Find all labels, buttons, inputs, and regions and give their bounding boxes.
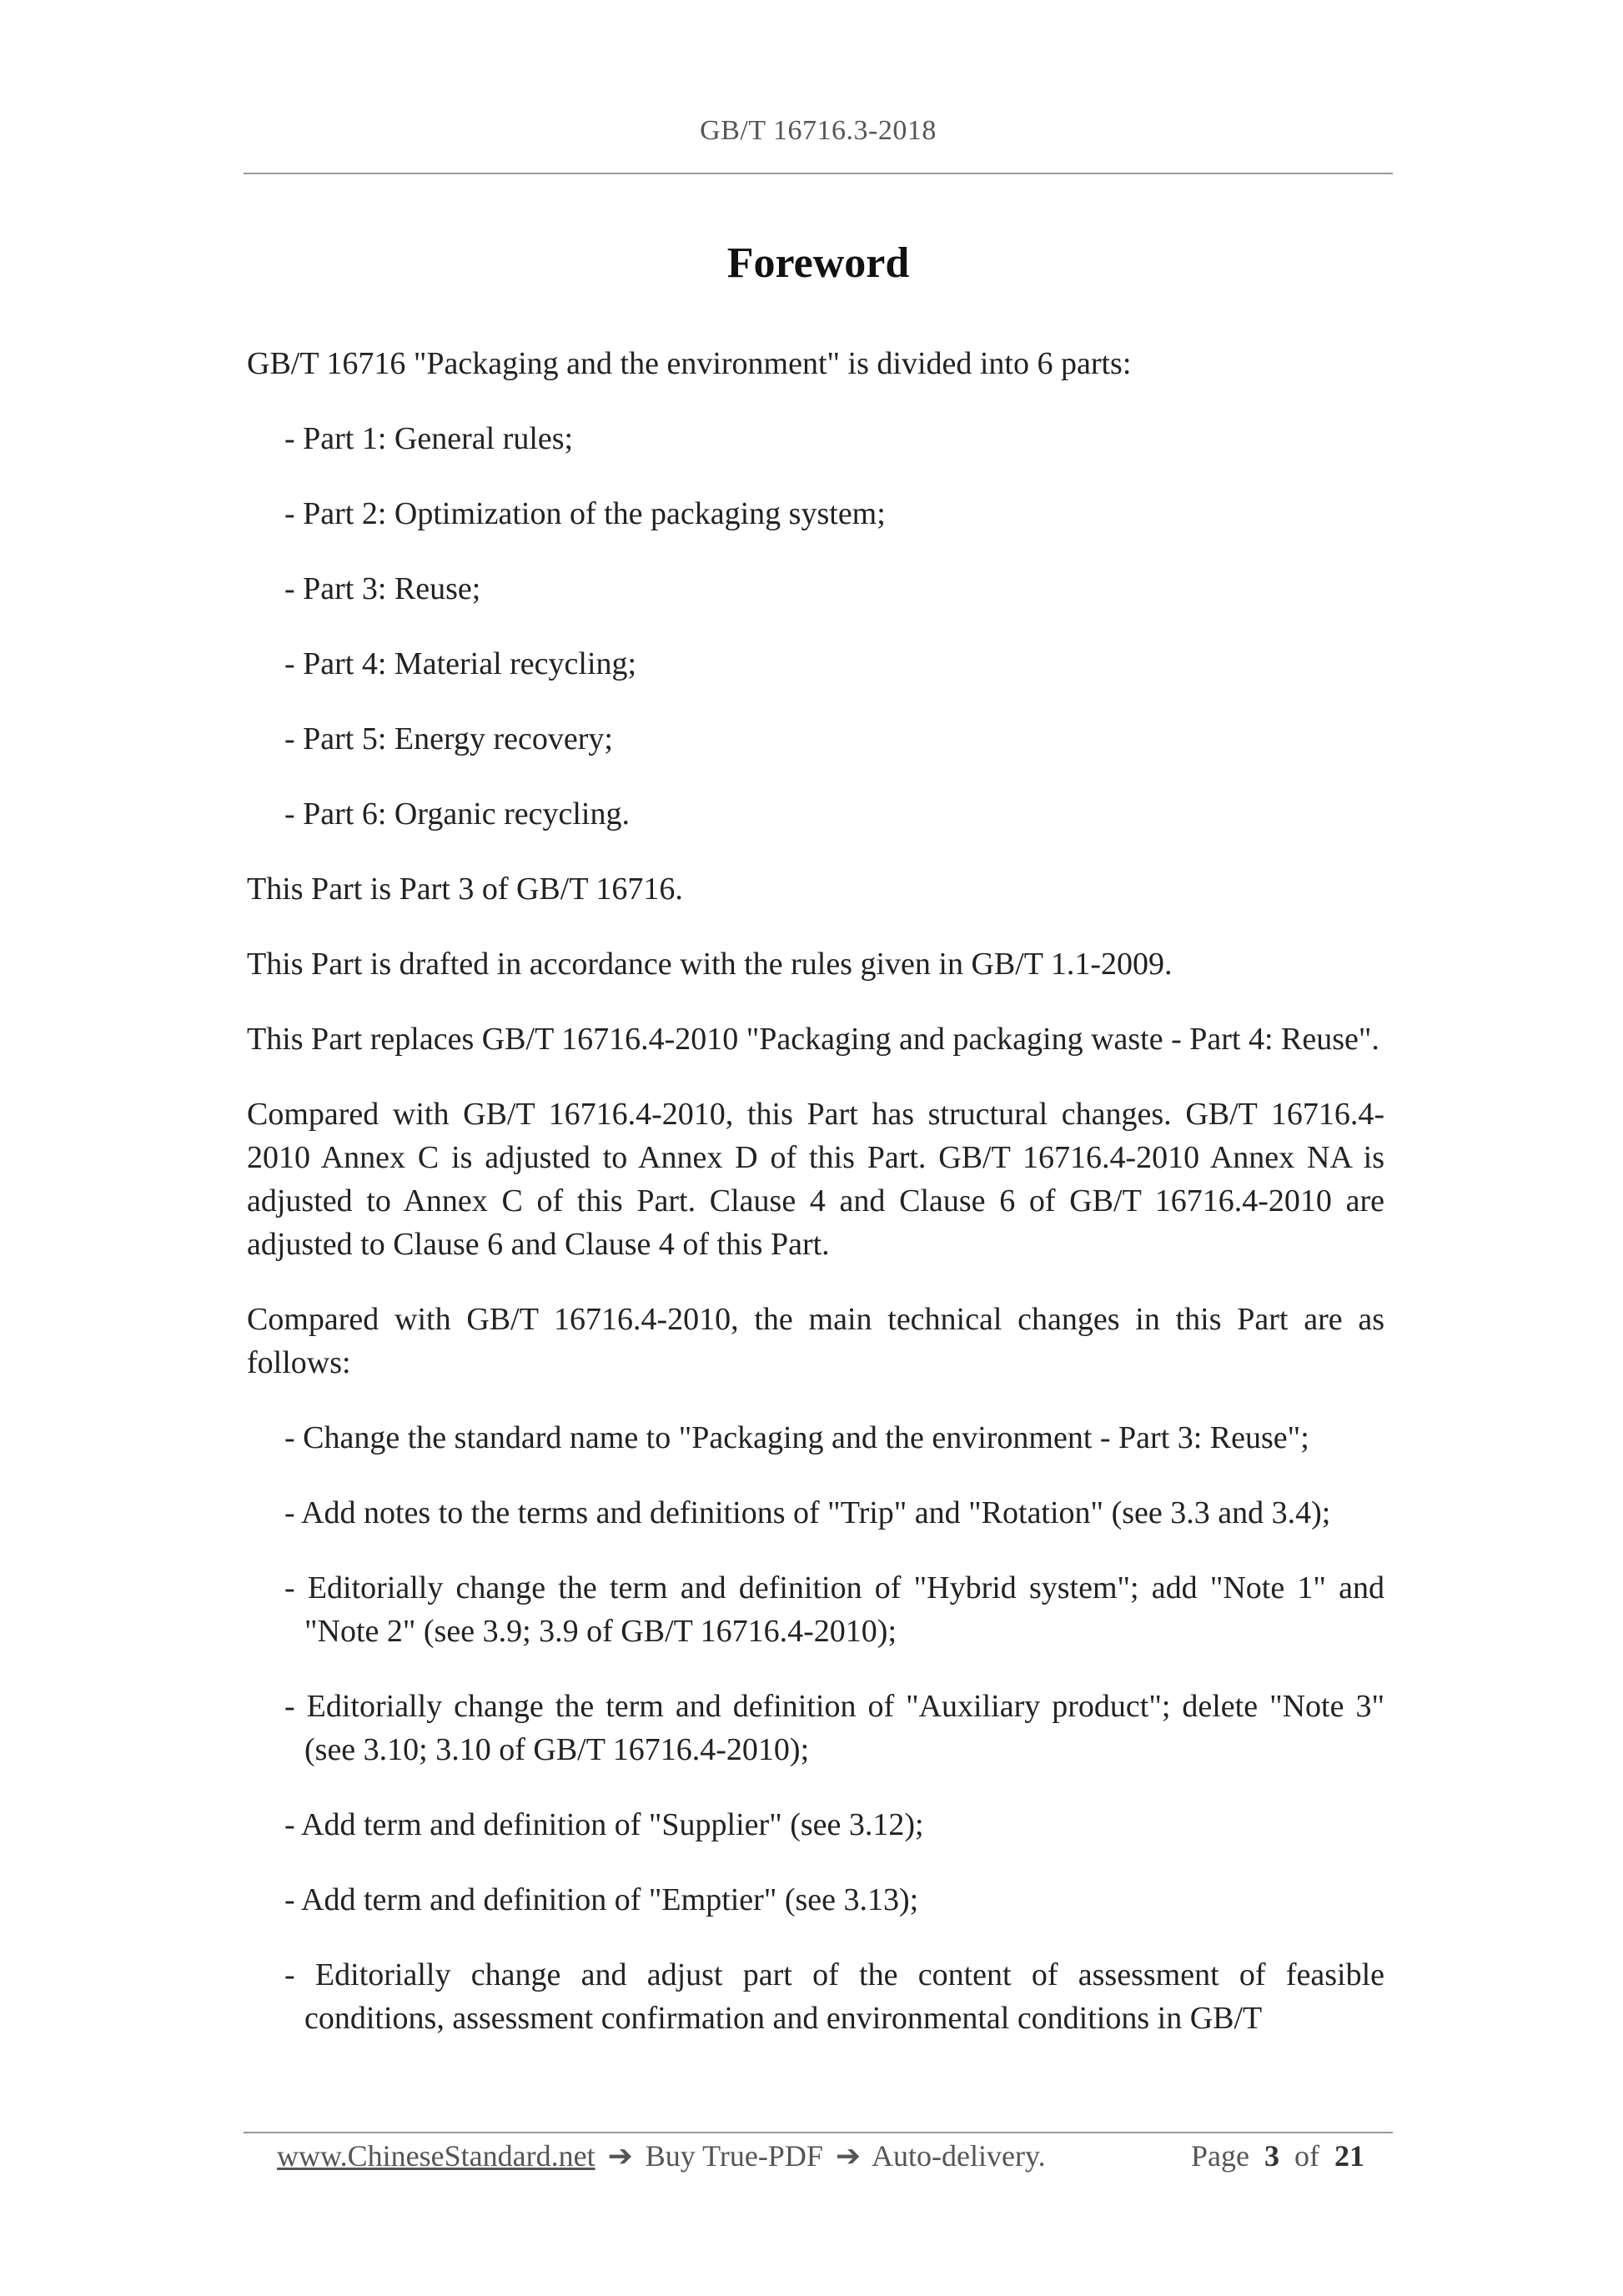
list-item: - Part 2: Optimization of the packaging system; (284, 496, 886, 531)
list-item: - Part 6: Organic recycling. (284, 796, 630, 831)
list-item: - Part 4: Material recycling; (284, 646, 637, 681)
list-item: - Part 5: Energy recovery; (284, 721, 613, 756)
list-item: - Part 3: Reuse; (284, 571, 481, 606)
paragraph: This Part replaces GB/T 16716.4-2010 "Packaging and packaging waste - Part 4: Reuse". (247, 1022, 1379, 1057)
list-item: - Add term and definition of "Supplier" (see 3.12); (284, 1807, 924, 1842)
list-item: - Change the standard name to "Packaging and the environment - Part 3: Reuse"; (284, 1420, 1309, 1455)
auto-delivery-text: Auto-delivery. (872, 2139, 1046, 2173)
paragraph: Compared with GB/T 16716.4-2010, this Part has structural changes. GB/T 16716.4-2010 Annex C is adjusted to Annex D of this Part. GB/T 16716.4-2010 Annex NA is adjusted to Annex C of this Part. Clause 4 and Clause 6 of GB/T 16716.4-2010 are adjusted to Clause 6 and Clause 4 of this Part. (247, 1097, 1384, 1262)
header-divider (244, 173, 1393, 174)
buy-pdf-text: Buy True-PDF (645, 2139, 823, 2173)
page-current: 3 (1264, 2139, 1279, 2173)
page-title: Foreword (726, 239, 910, 287)
paragraph: This Part is drafted in accordance with the rules given in GB/T 1.1-2009. (247, 947, 1173, 982)
footer-links (277, 2138, 1046, 2173)
list-item: - Add term and definition of "Emptier" (see 3.13); (284, 1882, 919, 1917)
arrow-right-icon: ➔ (835, 2139, 862, 2173)
list-item: - Editorially change the term and definition of "Hybrid system"; add "Note 1" and "Note 2" (see 3.9; 3.9 of GB/T 16716.4-2010); (284, 1570, 1384, 1649)
page-of-label: of (1294, 2139, 1319, 2173)
arrow-right-icon: ➔ (607, 2139, 633, 2173)
footer-divider (244, 2132, 1393, 2133)
paragraph: This Part is Part 3 of GB/T 16716. (247, 872, 683, 907)
document-body (247, 342, 1384, 2072)
list-item: - Part 1: General rules; (284, 421, 574, 456)
running-header: GB/T 16716.3-2018 (700, 115, 937, 146)
list-item: - Editorially change and adjust part of the content of assessment of feasible conditions, assessment confirmation and environmental conditions in GB/T (284, 1957, 1384, 2036)
list-item: - Add notes to the terms and definitions of "Trip" and "Rotation" (see 3.3 and 3.4); (284, 1495, 1331, 1530)
list-item: - Editorially change the term and definition of "Auxiliary product"; delete "Note 3" (see 3.10; 3.10 of GB/T 16716.4-2010); (284, 1689, 1384, 1767)
paragraph: GB/T 16716 "Packaging and the environment" is divided into 6 parts: (247, 346, 1132, 381)
paragraph: Compared with GB/T 16716.4-2010, the main technical changes in this Part are as follows: (247, 1302, 1384, 1380)
page-number (1191, 2138, 1364, 2173)
page-label: Page (1191, 2139, 1249, 2173)
page-total: 21 (1334, 2139, 1364, 2173)
website-link[interactable]: www.ChineseStandard.net (277, 2139, 595, 2173)
